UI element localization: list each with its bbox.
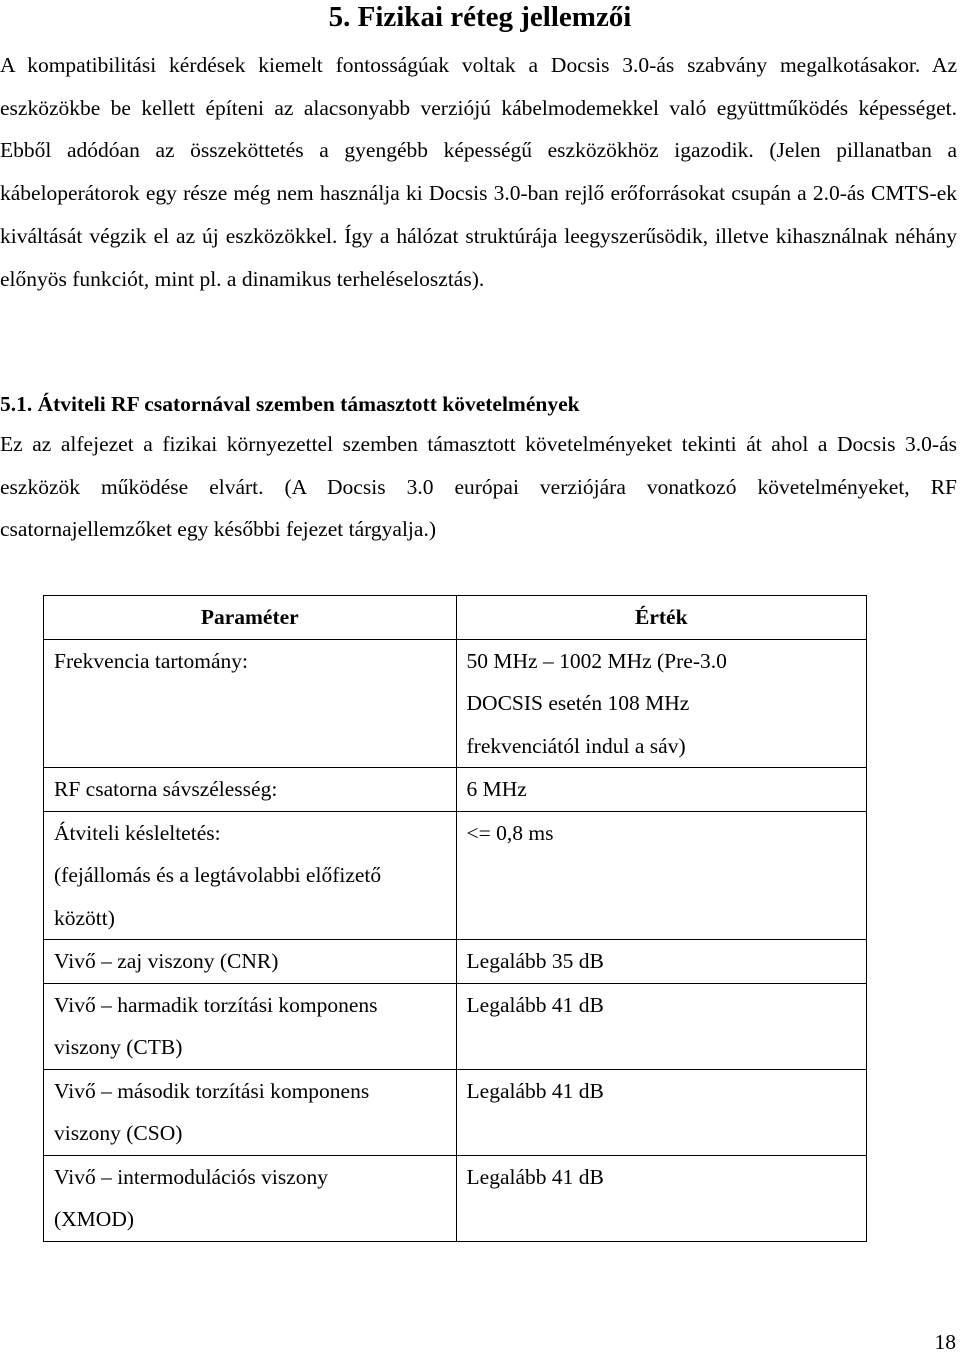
page-number: 18 <box>934 1330 956 1354</box>
cell-text: Legalább 35 dB <box>466 949 604 973</box>
value-cell <box>456 1069 866 1155</box>
parameter-table <box>43 595 867 1242</box>
value-cell <box>456 983 866 1069</box>
cell-text: Legalább 41 dB <box>466 992 604 1017</box>
section-heading: 5.1. Átviteli RF csatornával szemben támasztott követelmények <box>0 392 580 416</box>
table-row <box>44 1069 867 1155</box>
value-cell <box>456 1155 866 1241</box>
cell-text: RF csatorna sávszélesség: <box>54 777 278 801</box>
table-header-row <box>44 596 867 640</box>
cell-text: Vivő – harmadik torzítási komponens <box>54 992 378 1017</box>
page-title: 5. Fizikai réteg jellemzői <box>328 1 632 33</box>
cell-text: Vivő – intermodulációs viszony <box>54 1164 328 1189</box>
parameter-cell <box>44 639 457 768</box>
value-cell <box>456 768 866 812</box>
cell-text: Átviteli késleltetés: <box>54 820 221 845</box>
parameter-cell <box>44 768 457 812</box>
value-cell <box>456 639 866 768</box>
cell-text: között) <box>54 905 115 930</box>
value-cell <box>456 940 866 984</box>
cell-text: Legalább 41 dB <box>466 1164 604 1189</box>
cell-text: Vivő – zaj viszony (CNR) <box>54 949 279 973</box>
cell-text: Legalább 41 dB <box>466 1078 604 1103</box>
table-row <box>44 1155 867 1241</box>
cell-text: frekvenciától indul a sáv) <box>466 733 686 758</box>
section-paragraph: Ez az alfejezet a fizikai környezettel szemben támasztott követelményeket tekinti át ahol a Docsis 3.0-ás eszközök működése elvárt. (A Docsis 3.0 európai verziójára vonatkozó követelményeket, RF csatornajellemzőket egy későbbi fejezet tárgyalja.) <box>0 432 957 542</box>
cell-text: 6 MHz <box>466 777 527 801</box>
table-row <box>44 768 867 812</box>
cell-text: <= 0,8 ms <box>466 820 554 845</box>
cell-text: Frekvencia tartomány: <box>54 648 249 673</box>
cell-text: 50 MHz – 1002 MHz (Pre-3.0 <box>466 648 727 673</box>
table-row <box>44 811 867 940</box>
parameter-cell <box>44 1069 457 1155</box>
parameter-cell <box>44 940 457 984</box>
cell-text: viszony (CTB) <box>54 1035 183 1059</box>
cell-text: DOCSIS esetén 108 MHz <box>466 691 690 715</box>
column-header-value: Érték <box>456 596 866 640</box>
table-row <box>44 639 867 768</box>
intro-paragraph: A kompatibilitási kérdések kiemelt fontosságúak voltak a Docsis 3.0-ás szabvány megalkotásakor. Az eszközökbe be kellett építeni az alacsonyabb verziójú kábelmodemekkel való együttműködés képességet. Ebből adódóan az összeköttetés a gyengébb képességű eszközökhöz igazodik. (Jelen pillanatban a kábeloperátorok egy része még nem használja ki Docsis 3.0-ban rejlő erőforrásokat csupán a 2.0-ás CMTS-ek kiváltását végzik el az új eszközökkel. Így a hálózat struktúrája leegyszerűsödik, illetve kihasználnak néhány előnyös funkciót, mint pl. a dinamikus terheléselosztás). <box>0 53 957 291</box>
cell-text: (fejállomás és a legtávolabbi előfizető <box>54 863 382 887</box>
cell-text: (XMOD) <box>54 1207 135 1231</box>
parameter-cell <box>44 1155 457 1241</box>
cell-text: viszony (CSO) <box>54 1121 183 1145</box>
parameter-cell <box>44 811 457 940</box>
table-row <box>44 983 867 1069</box>
parameter-cell <box>44 983 457 1069</box>
table-row <box>44 940 867 984</box>
value-cell <box>456 811 866 940</box>
cell-text: Vivő – második torzítási komponens <box>54 1078 370 1103</box>
column-header-parameter: Paraméter <box>44 596 457 640</box>
